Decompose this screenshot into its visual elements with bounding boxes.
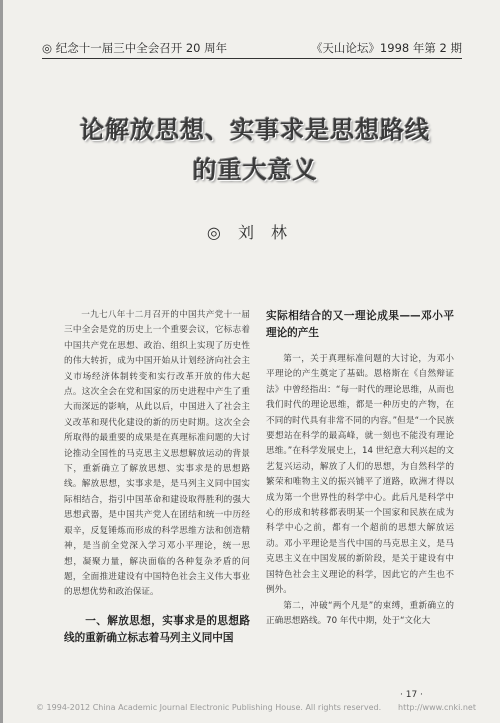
- author-byline: ◎ 刘 林: [206, 223, 294, 242]
- header-journal-issue: 《天山论坛》1998 年第 2 期: [310, 41, 462, 55]
- section-one-heading-continued: 实际相结合的又一理论成果——邓小平理论的产生: [266, 310, 454, 339]
- body-paragraph: 第一，关于真理标准问题的大讨论，为邓小平理论的产生奠定了基础。恩格斯在《自然辩证法》中曾经指出：“每一时代的理论思维，从而也我们时代的理论思维，都是一种历史的产物，在不同的时代具有非常不同的内容。”但是“一个民族要想站在科学的最高峰，就一刻也不能没有理论思维。”在科学发展史上，14 世纪意大利兴起的文艺复兴运动，解放了人们的思想，为自然科学的繁荣和唯物主义的振兴铺平了道路，欧洲才得以成为第一个世界性的科学中心。此后凡是科学中心的形成和转移都表明某一个国家和民族在成为科学中心之前，都有一个超前的思想大解放运动。邓小平理论是当代中国的马克思主义，是马克思主义在中国发展的新阶段，是关于建设有中国特色社会主义理论的科学，因此它的产生也不例外。: [266, 354, 454, 596]
- right-column: [266, 308, 454, 629]
- footer-link[interactable]: http://www.cnki.net: [398, 703, 476, 712]
- left-column: [64, 308, 250, 647]
- title-line-2: 的重大意义: [192, 155, 318, 184]
- body-paragraph: 第二，冲破“两个凡是”的束缚，重新确立的正确思想路线。70 年代中期，处于“文化大: [266, 600, 454, 626]
- section-one-heading: 一、解放思想，实事求是的思想路线的重新确立标志着马列主义同中国: [64, 614, 250, 644]
- copyright-footer: [36, 703, 476, 712]
- header-rule: [42, 58, 462, 59]
- page-number: · 17 ·: [400, 690, 423, 700]
- article-title: [60, 110, 450, 205]
- title-line-1: 论解放思想、实事求是思想路线: [80, 115, 430, 144]
- header-column-title: ◎ 纪念十一届三中全会召开 20 周年: [42, 41, 228, 55]
- intro-paragraph: 一九七八年十二月召开的中国共产党十一届三中全会是党的历史上一个重要会议，它标志着中国共产党在思想、政治、组织上实现了历史性的伟大转折，成为中国开始从计划经济向社会主义市场经济体制转变和实行改革开放的伟大起点。这次全会在党和国家的历史进程中产生了重大而深远的影响，从此以后，中国进入了社会主义改革和现代化建设的新的历史时期。这次全会所取得的最重要的成果是在真理标准问题的大讨论推动全国性的马克思主义思想解放运动的背景下，重新确立了解放思想、实事求是的思想路线。解放思想，实事求是，是马列主义同中国实际相结合，指引中国革命和建设取得胜利的强大思想武器，是中国共产党人在团结和统一中历经艰辛，反复锤炼而形成的科学思维方法和创造精神，是当前全党深入学习邓小平理论，统一思想，凝聚力量，解决面临的各种复杂矛盾的问题，全面推进建设有中国特色社会主义伟大事业的思想优势和政治保证。: [64, 310, 250, 598]
- copyright-text: © 1994-2012 China Academic Journal Electronic Publishing House. All rights reserved.: [36, 703, 382, 712]
- journal-header: [42, 38, 462, 60]
